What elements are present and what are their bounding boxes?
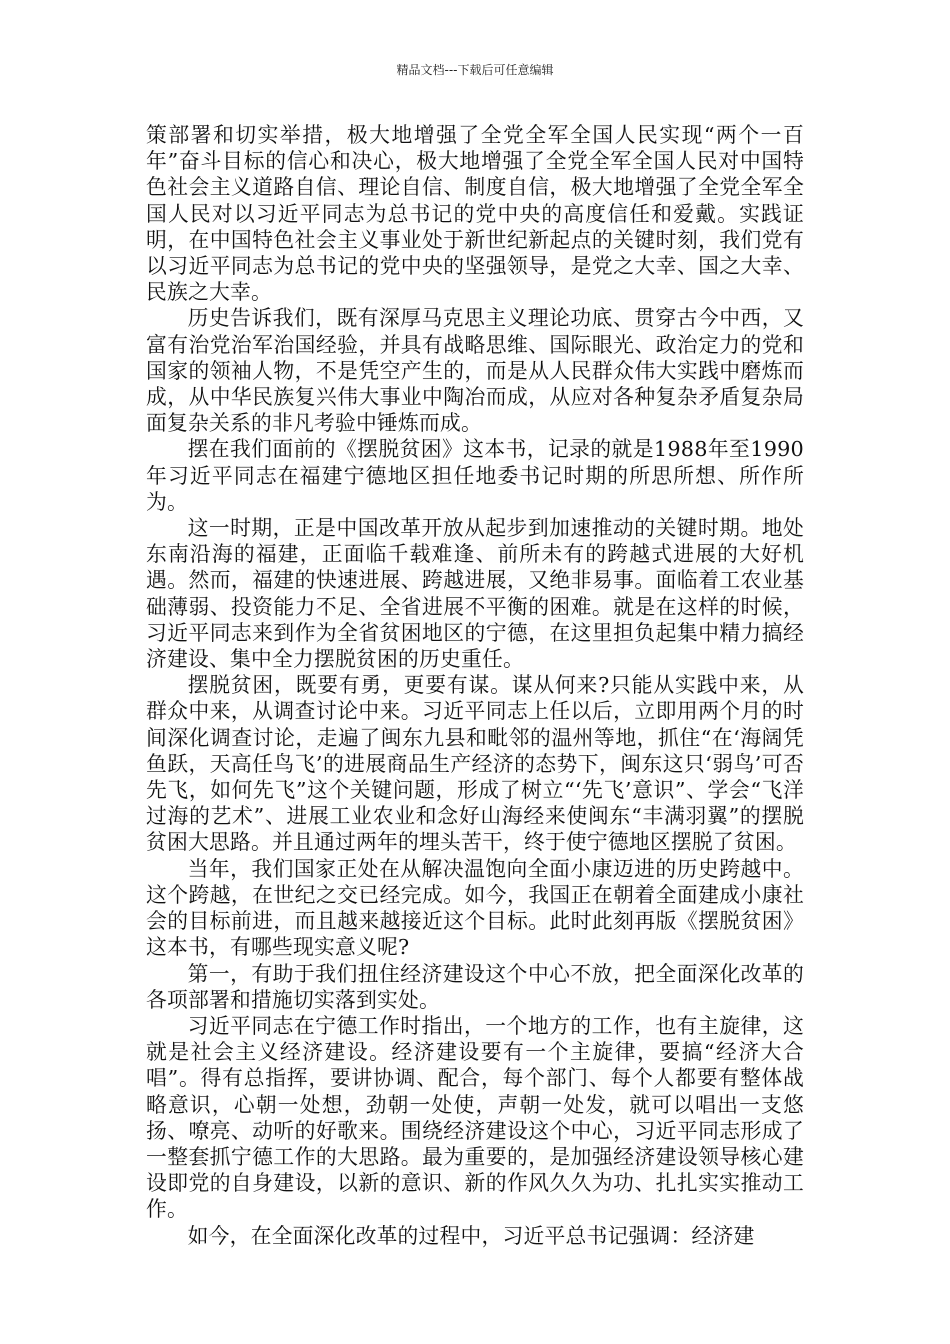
document-body bbox=[146, 122, 804, 1249]
paragraph: 这一时期，正是中国改革开放从起步到加速推动的关键时期。地处东南沿海的福建，正面临千载难逢、前所未有的跨越式进展的大好机遇。然而，福建的快速进展、跨越进展，又绝非易事。面临着工农业基础薄弱、投资能力不足、全省进展不平衡的困难。就是在这样的时候，习近平同志来到作为全省贫困地区的宁德，在这里担负起集中精力搞经济建设、集中全力摆脱贫困的历史重任。 bbox=[146, 516, 804, 672]
paragraph: 策部署和切实举措，极大地增强了全党全军全国人民实现“两个一百年”奋斗目标的信心和决心，极大地增强了全党全军全国人民对中国特色社会主义道路自信、理论自信、制度自信，极大地增强了全党全军全国人民对以习近平同志为总书记的党中央的高度信任和爱戴。实践证明，在中国特色社会主义事业处于新世纪新起点的关键时刻，我们党有以习近平同志为总书记的党中央的坚强领导，是党之大幸、国之大幸、民族之大幸。 bbox=[146, 123, 804, 305]
paragraph: 摆脱贫困，既要有勇，更要有谋。谋从何来?只能从实践中来，从群众中来，从调查讨论中来。习近平同志上任以后，立即用两个月的时间深化调查讨论，走遍了闽东九县和毗邻的温州等地，抓住“在‘海阔凭鱼跃，天高任鸟飞’的进展商品生产经济的态势下，闽东这只‘弱鸟’可否先飞，如何先飞”这个关键问题，形成了树立“‘先飞’意识”、学会“飞洋过海的艺术”、进展工业农业和念好山海经来使闽东“丰满羽翼”的摆脱贫困大思路。并且通过两年的埋头苦干，终于使宁德地区摆脱了贫困。 bbox=[146, 673, 804, 855]
paragraph: 第一，有助于我们扭住经济建设这个中心不放，把全面深化改革的各项部署和措施切实落到实处。 bbox=[146, 961, 804, 1012]
paragraph: 摆在我们面前的《摆脱贫困》这本书，记录的就是1988年至1990年习近平同志在福建宁德地区担任地委书记时期的所思所想、所作所为。 bbox=[146, 437, 804, 514]
paragraph: 当年，我们国家正处在从解决温饱向全面小康迈进的历史跨越中。这个跨越，在世纪之交已经完成。如今，我国正在朝着全面建成小康社会的目标前进，而且越来越接近这个目标。此时此刻再版《摆脱贫困》这本书，有哪些现实意义呢? bbox=[146, 856, 804, 960]
paragraph: 历史告诉我们，既有深厚马克思主义理论功底、贯穿古今中西，又富有治党治军治国经验，并具有战略思维、国际眼光、政治定力的党和国家的领袖人物，不是凭空产生的，而是从人民群众伟大实践中磨炼而成，从中华民族复兴伟大事业中陶冶而成，从应对各种复杂矛盾复杂局面复杂关系的非凡考验中锤炼而成。 bbox=[146, 306, 804, 436]
paragraph: 如今，在全面深化改革的过程中，习近平总书记强调：经济建 bbox=[187, 1223, 755, 1248]
page-header: 精品文档---下载后可任意编辑 bbox=[396, 63, 554, 77]
paragraph: 习近平同志在宁德工作时指出，一个地方的工作，也有主旋律，这就是社会主义经济建设。经济建设要有一个主旋律，要搞“经济大合唱”。得有总指挥，要讲协调、配合，每个部门、每个人都要有整体战略意识，心朝一处想，劲朝一处使，声朝一处发，就可以唱出一支悠扬、嘹亮、动听的好歌来。围绕经济建设这个中心，习近平同志形成了一整套抓宁德工作的大思路。最为重要的，是加强经济建设领导核心建设即党的自身建设，以新的意识、新的作风久久为功、扎扎实实推动工作。 bbox=[146, 1013, 804, 1222]
